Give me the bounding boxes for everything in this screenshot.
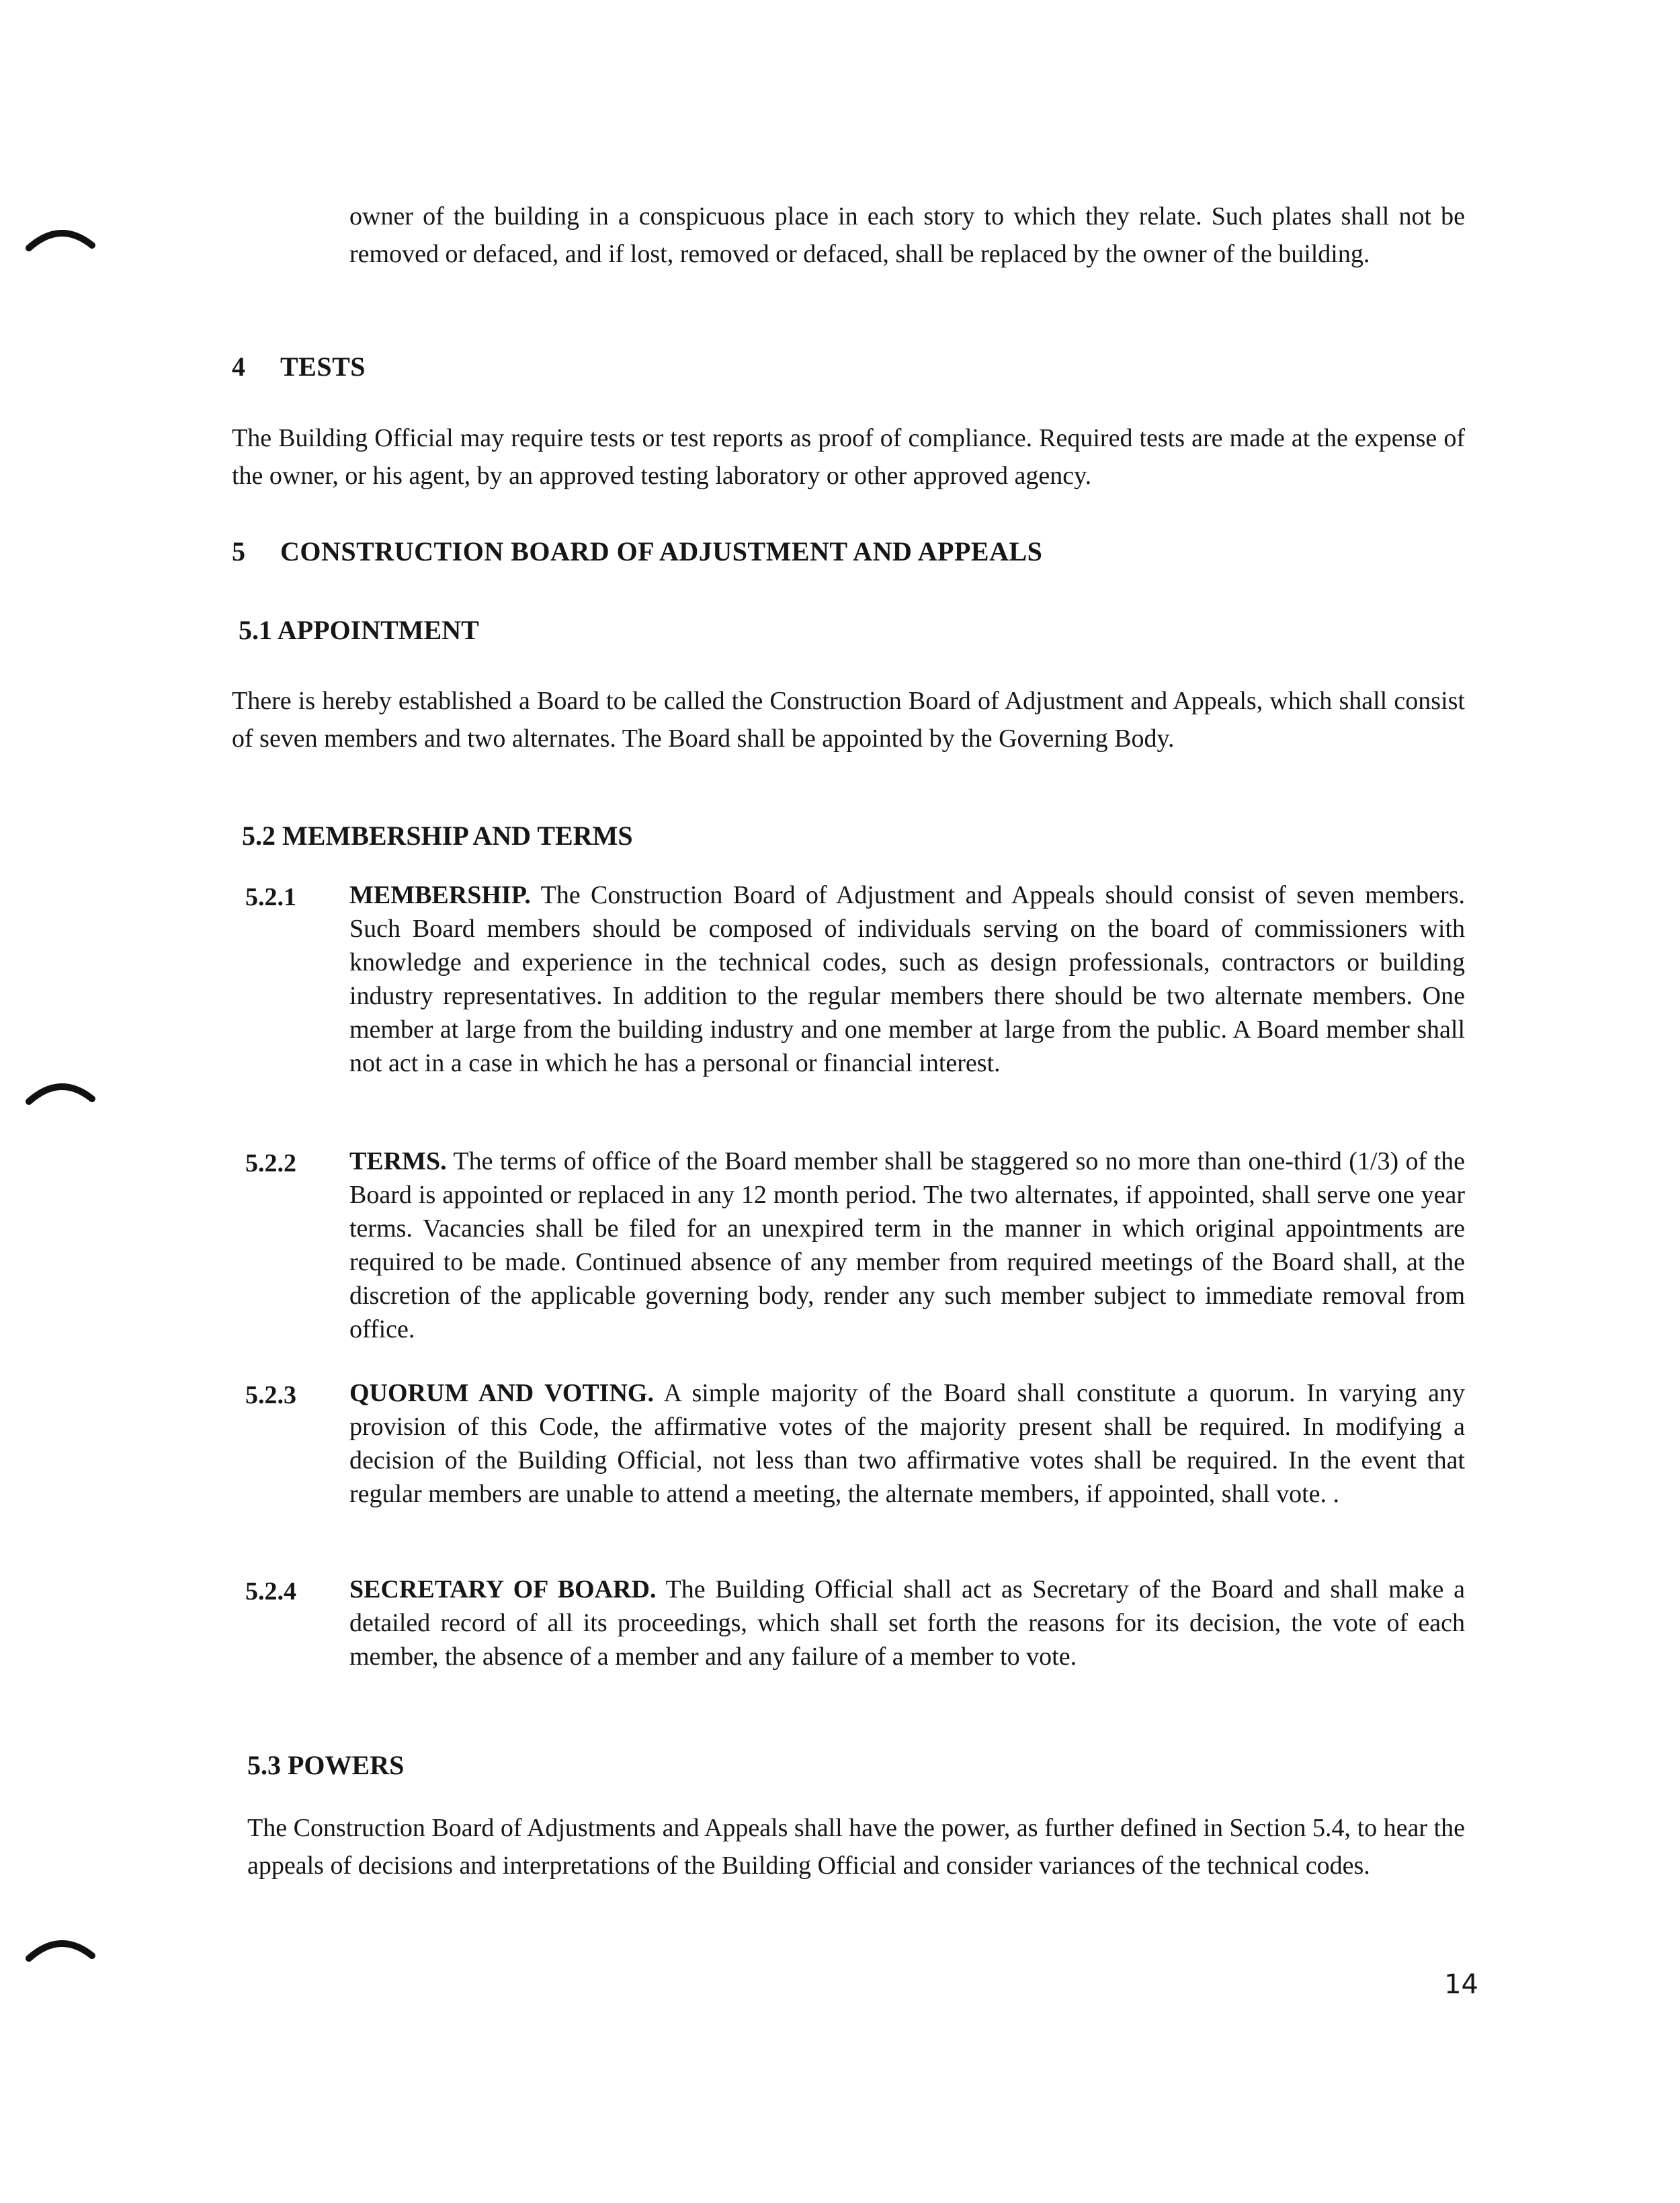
subsection-body [349, 1376, 1465, 1511]
subsection-title: TERMS. [349, 1147, 447, 1175]
subsection-title: MEMBERSHIP. [349, 881, 531, 909]
section-5-1-heading: 5.1 APPOINTMENT [239, 615, 479, 645]
subsection-text: The Construction Board of Adjustment and Appeals should consist of seven members. Such Board members should be composed of individuals serving on the board of commissioners with knowledge and experience in the technical codes, such as design professionals, contractors or building industry representatives. In addition to the regular members there should be two alternate members. One member at large from the building industry and one member at large from the public. A Board member shall not act in a case in which he has a personal or financial interest. [349, 881, 1465, 1077]
intro-paragraph: owner of the building in a conspicuous place in each story to which they relate. Such plates shall not be removed or defaced, and if lost, removed or defaced, shall be replaced by the owner of the building. [349, 202, 1465, 268]
subsection-body [349, 1145, 1465, 1346]
section-5-3-body: The Construction Board of Adjustments and Appeals shall have the power, as further defined in Section 5.4, to hear the appeals of decisions and interpretations of the Building Official and consider variances of the technical codes. [247, 1814, 1465, 1880]
binder-hole-mark-icon [24, 1936, 97, 1962]
section-4-heading [232, 351, 366, 382]
subsection-text: The Building Official shall act as Secretary of the Board and shall make a detailed record of all its proceedings, which shall set forth the reasons for its decision, the vote of each member, the absence of a member and any failure of a member to vote. [349, 1575, 1466, 1671]
binder-hole-mark-icon [24, 225, 97, 252]
subsection-title: SECRETARY OF BOARD. [349, 1575, 657, 1604]
section-5-3-heading: 5.3 POWERS [247, 1750, 405, 1780]
subsection-title: QUORUM AND VOTING. [349, 1379, 654, 1407]
subsection-body [349, 1573, 1465, 1673]
section-5-2-heading: 5.2 MEMBERSHIP AND TERMS [242, 821, 633, 851]
page-number: 14 [1444, 1969, 1478, 2000]
binder-hole-mark-icon [24, 1079, 97, 1106]
subsection-body [349, 878, 1465, 1080]
section-5-title: CONSTRUCTION BOARD OF ADJUSTMENT AND APPEALS [280, 536, 1043, 567]
subsection-text: The terms of office of the Board member shall be staggered so no more than one-third (1/3) of the Board is appointed or replaced in any 12 month period. The two alternates, if appointed, shall serve one year terms. Vacancies shall be filed for an unexpired term in the manner in which original appointments are required to be made. Continued absence of any member from required meetings of the Board shall, at the discretion of the applicable governing body, render any such member subject to immediate removal from office. [349, 1147, 1465, 1343]
subsection-number: 5.2.2 [245, 1149, 296, 1177]
subsection-number: 5.2.1 [245, 883, 296, 911]
section-4-body: The Building Official may require tests or test reports as proof of compliance. Required tests are made at the expense of the owner, or his agent, by an approved testing laboratory or other approved agency. [232, 424, 1465, 490]
subsection-number: 5.2.4 [245, 1577, 296, 1606]
section-5-number: 5 [232, 536, 246, 567]
section-5-1-body: There is hereby established a Board to be called the Construction Board of Adjustment and Appeals, which shall consist of seven members and two alternates. The Board shall be appointed by the Governing Body. [232, 687, 1465, 753]
section-5-heading [232, 536, 1042, 567]
subsection-text: A simple majority of the Board shall constitute a quorum. In varying any provision of this Code, the affirmative votes of the majority present shall be required. In modifying a decision of the Building Official, not less than two affirmative votes shall be required. In the event that regular members are unable to attend a meeting, the alternate members, if appointed, shall vote. . [349, 1379, 1465, 1508]
section-4-title: TESTS [280, 351, 366, 382]
subsection-number: 5.2.3 [245, 1381, 296, 1409]
section-4-number: 4 [232, 351, 246, 382]
